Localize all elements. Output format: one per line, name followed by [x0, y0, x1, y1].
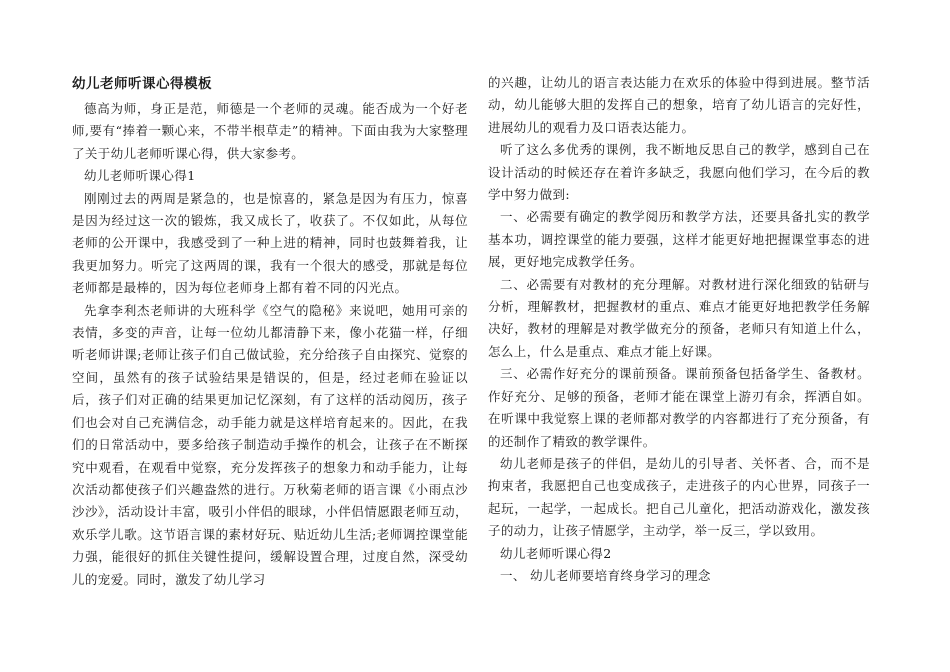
list-item-3: 三、必需作好充分的课前预备。课前预备包括备学生、备教材。作好充分、足够的预备，老师才能在课堂上游刃有余，挥洒自如。在听课中我觉察上课的老师都对教学的内容都进行了充分预备，有的还制作了精致的教学课件。 [488, 366, 870, 449]
body-paragraph: 刚刚过去的两周是紧急的，也是惊喜的，紧急是因为有压力，惊喜是因为经过这一次的锻炼，我又成长了，收获了。不仅如此，从每位老师的公开课中，我感受到了一种上进的精神，同时也鼓舞着我，让我更加努力。听完了这两周的课，我有一个很大的感受，那就是每位老师都是最棒的，因为每位老师身上都有着不同的闪光点。 [72, 190, 468, 296]
list-item-1: 一、必需要有确定的教学阅历和教学方法，还要具备扎实的教学基本功，调控课堂的能力要强，这样才能更好地把握课堂事态的进展，更好地完成教学任务。 [488, 209, 870, 270]
body-paragraph: 先拿李利杰老师讲的大班科学《空气的隐秘》来说吧，她用可亲的表情，多变的声音，让每一位幼儿都清静下来，像小花猫一样，仔细听老师讲课;老师让孩子们自己做试验，充分给孩子自由探究、觉察的空间，虽然有的孩子试验结果是错误的，但是，经过老师在验证以后，孩子们对正确的结果更加记忆深刻，有了这样的活动阅历，孩子们也会对自己充满信念，动手能力就是这样培育起来的。因此，在我们的日常活动中，要多给孩子制造动手操作的机会，让孩子在不断探究中观看，在观看中觉察，充分发挥孩子的想象力和动手能力，让每次活动都使孩子们兴趣盎然的进行。万秋菊老师的语言课《小雨点沙沙沙》，活动设计丰富，吸引小伴侣的眼球，小伴侣情愿跟老师互动，欢乐学儿歌。这节语言课的素材好玩、贴近幼儿生活;老师调控课堂能力强，能很好的抓住关键性提问，缓解设置合理，过度自然，深受幼儿的宠爱。同时，激发了幼儿学习 [72, 302, 468, 587]
section-heading-2: 幼儿老师听课心得2 [500, 545, 612, 561]
list-item-2: 二、必需要有对教材的充分理解。对教材进行深化细致的钻研与分析，理解教材，把握教材的重点、难点才能更好地把教学任务解决好，教材的理解是对教学做充分的预备，老师只有知道上什么，怎么上，什么是重点、难点才能上好课。 [488, 276, 870, 359]
right-column [488, 72, 870, 587]
body-paragraph: 听了这么多优秀的课例，我不断地反思自己的教学，感到自己在设计活动的时候还存在着许多缺乏，我愿向他们学习，在今后的教学中努力做到: [488, 142, 870, 203]
section-heading-1: 幼儿老师听课心得1 [84, 168, 196, 184]
left-column [72, 74, 468, 591]
intro-paragraph: 德高为师，身正是范，师德是一个老师的灵魂。能否成为一个好老师,要有“捧着一颗心来，不带半根草走”的精神。下面由我为大家整理了关于幼儿老师听课心得，供大家参考。 [72, 101, 468, 161]
document-title: 幼儿老师听课心得模板 [72, 76, 212, 92]
subsection-heading: 一、 幼儿老师要培育终身学习的理念 [500, 567, 711, 583]
body-paragraph: 幼儿老师是孩子的伴侣，是幼儿的引导者、关怀者、合，而不是拘束者，我愿把自己也变成孩子，走进孩子的内心世界，同孩子一起玩，一起学，一起成长。把自己儿童化，把活动游戏化，激发孩子的动力，让孩子情愿学，主动学，举一反三，学以致用。 [488, 455, 870, 539]
continued-paragraph: 的兴趣，让幼儿的语言表达能力在欢乐的体验中得到进展。整节活动，幼儿能够大胆的发挥自己的想象，培育了幼儿语言的完好性，进展幼儿的观看力及口语表达能力。 [488, 75, 870, 135]
